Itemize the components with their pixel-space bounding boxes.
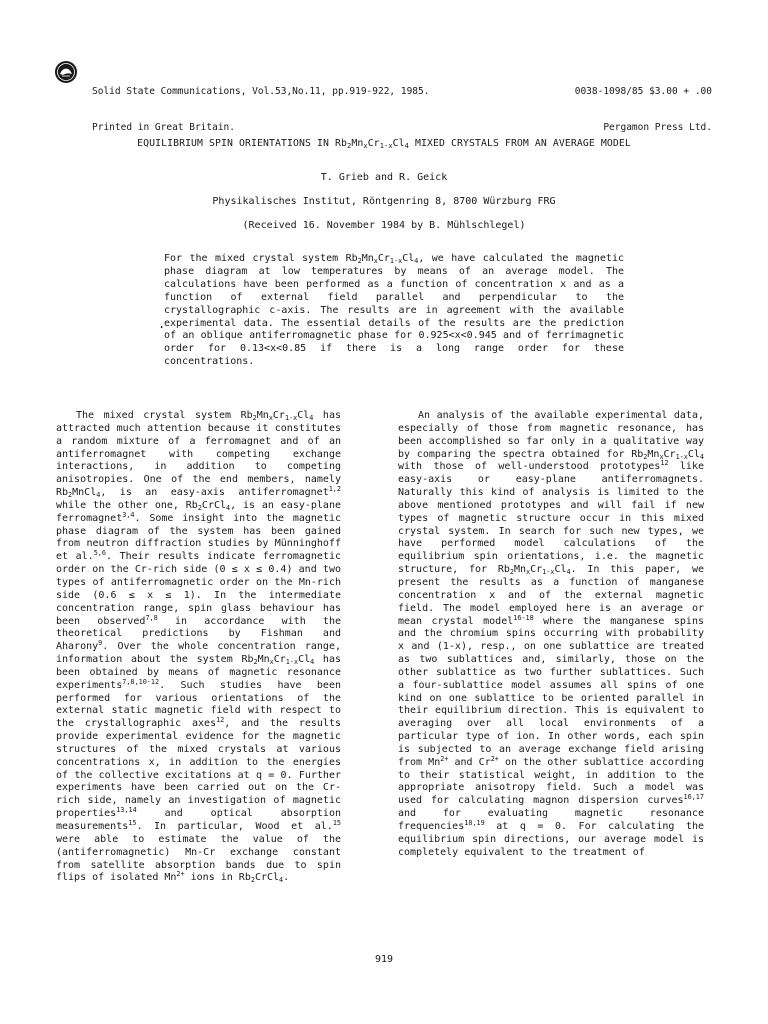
body-text: where the manganese spins and the chromium spins occurring with probability x and (1-x), resp., on one sublattice are treated as two sublattices and, similarly, those on the other sublattice as two further sublattices. Such a four-sublattice model assumes all spins of one kind on one sublattice to be oriented parallel in their equilibrium direction. This is equivalent to averaging over all local environments of a particular type of ion. In other words, each spin is subjected to an average exchange field arising from Mn	[398, 615, 704, 768]
body-text: Cl	[298, 654, 311, 666]
subscript: 4	[279, 876, 284, 885]
body-text: , is an easy-plane ferromagnet	[56, 499, 341, 524]
reference-superscript: 7,8	[145, 613, 158, 622]
subscript: 4	[699, 452, 704, 461]
paragraph-intro	[56, 410, 341, 885]
publisher-logo-icon	[54, 60, 78, 84]
ion-charge-superscript: 2+	[440, 754, 449, 763]
body-text: with those of well-understood prototypes	[398, 461, 661, 473]
body-text: has been obtained by means of magnetic resonance experiments	[56, 654, 341, 691]
reference-superscript: 18,19	[464, 819, 485, 827]
body-column-right	[398, 410, 704, 860]
body-text: CrCl	[254, 872, 280, 884]
title-text: Cl	[392, 138, 405, 149]
reference-superscript: 7,8,10-12	[122, 677, 160, 686]
body-text: ions in Rb	[184, 872, 251, 884]
reference-superscript: 9	[98, 639, 103, 648]
subscript: x	[659, 452, 664, 461]
body-text: , and the results provide experimental evidence for the magnetic structures of the mixed crystals at various concentrations x, in addition to the energies of the collective excitations at q = 0. Further experiments have been carried out on the Cr-rich side, namely an investigation of magnetic properties	[56, 718, 341, 820]
body-text: MnCl	[72, 487, 97, 499]
subscript: x	[269, 658, 274, 667]
body-text: CrCl	[201, 499, 227, 511]
subscript: 2	[250, 876, 255, 885]
subscript: 4	[96, 491, 101, 500]
body-text: . Their results indicate ferromagnetic order on the Cr-rich side (0 ≤ x ≤ 0.4) and two types of antiferromagnetic order on the Mn-rich side (0.6 ≤ x ≤ 1). In the intermediate concentration range, spin glass behaviour has been observed	[56, 551, 341, 627]
reference-superscript: 5,6	[93, 549, 106, 558]
subscript: 4	[310, 658, 315, 667]
abstract-subscript: 4	[414, 257, 419, 265]
authors: T. Grieb and R. Geick	[320, 172, 448, 183]
body-text: Cl	[297, 410, 310, 421]
body-text: Mn	[256, 410, 269, 421]
reference-superscript: 16-18	[513, 613, 534, 622]
subscript: 2	[68, 491, 73, 500]
body-text: on the other sublattice according to their statistical weight, in addition to the appropriate anisotropy field. Such a model was used for calculating magnon dispersion curves	[398, 756, 704, 807]
title-text: EQUILIBRIUM SPIN ORIENTATIONS IN Rb	[137, 138, 348, 149]
body-text: . In particular, Wood et al.	[136, 821, 333, 832]
body-text: at q = 0. For calculating the equilibrium spin directions, our average model is completely equivalent to the treatment of	[398, 821, 704, 858]
publisher-name: Pergamon Press Ltd.	[603, 122, 712, 133]
body-text: . In this paper, we present the results as a function of manganese concentration x and of the external magnetic field. The model employed here is an average or mean crystal model	[398, 564, 704, 627]
body-text: Mn	[513, 564, 527, 576]
body-text: Cr	[530, 564, 543, 576]
abstract-subscript: x	[373, 257, 378, 265]
subscript: 4	[309, 414, 314, 422]
journal-citation-line1: Solid State Communications, Vol.53,No.11, pp.919-922, 1985.	[92, 86, 430, 97]
subscript: 2	[197, 503, 202, 512]
subscript: 1-x	[284, 414, 298, 422]
abstract-text: Cl	[402, 253, 415, 264]
title-text: Mn	[351, 138, 364, 149]
abstract-subscript: 2	[357, 257, 362, 265]
body-text: An analysis of the available experimental data, especially of those from magnetic resonance, has been accomplished so far only in a qualitative way by comparing the spectra obtained for Rb	[398, 410, 704, 460]
abstract-text: For the mixed crystal system Rb	[164, 253, 358, 264]
title-subscript: 4	[404, 142, 409, 150]
title-text: Cr	[367, 138, 380, 149]
body-column-left	[56, 410, 341, 885]
body-text: Cr	[663, 448, 676, 460]
body-text: Mn	[647, 448, 660, 460]
paragraph-analysis	[398, 410, 704, 860]
abstract-text: Cr	[377, 253, 390, 264]
subscript: 4	[226, 503, 231, 512]
body-text: .	[283, 872, 290, 884]
subscript: 2	[253, 658, 258, 667]
body-text: , is an easy-axis antiferromagnet	[100, 487, 329, 499]
body-text: . Such studies have been performed for various orientations of the external static magnetic field with respect to the crystallographic axes	[56, 679, 341, 730]
page-number: 919	[374, 954, 394, 965]
reference-superscript: 12	[216, 716, 225, 725]
reference-superscript: 1,2	[328, 485, 341, 494]
body-text: Mn	[257, 654, 270, 666]
issn-price: 0038-1098/85 $3.00 + .00	[574, 86, 712, 97]
affiliation: Physikalisches Institut, Röntgenring 8, 8700 Würzburg FRG	[212, 196, 556, 207]
title-text: MIXED CRYSTALS FROM AN AVERAGE MODEL	[408, 138, 631, 149]
title-subscript: x	[363, 142, 368, 150]
body-text: like easy-axis or easy-plane antiferromagnets. Naturally this kind of analysis is limited to the above mentioned prototypes and will fail if new types of magnetic structure occur in this mixed crystal system. In search for such new types, we have performed model calculations of the equilibrium spin orientations, i.e. the magnetic structure, for Rb	[398, 461, 704, 576]
subscript: 1-x	[675, 452, 688, 461]
body-text: and optical absorption measurements	[56, 808, 341, 832]
body-text: . Over the whole concentration range, information about the system Rb	[56, 641, 341, 666]
reference-superscript: 3,4	[122, 510, 135, 519]
body-text: were able to estimate the value of the (antiferromagnetic) Mn-Cr exchange constant from satellite absorption bands due to spin flips of isolated Mn	[56, 833, 341, 884]
reference-superscript: 12	[660, 459, 669, 468]
body-text: and for evaluating magnetic resonance frequencies	[398, 808, 704, 832]
body-text: Cl	[554, 564, 567, 576]
title-subscript: 1-x	[379, 142, 393, 150]
subscript: 2	[252, 414, 257, 422]
subscript: x	[268, 414, 273, 422]
title-subscript: 2	[347, 142, 352, 150]
body-text: Cr	[273, 654, 286, 666]
reference-superscript: 13,14	[116, 806, 137, 815]
subscript: 2	[643, 452, 648, 461]
journal-citation-line2: Printed in Great Britain.	[92, 122, 235, 133]
ion-charge-superscript: 2+	[490, 754, 499, 763]
ion-charge-superscript: 2+	[176, 870, 185, 879]
abstract-text: , we have calculated the magnetic phase diagram at low temperatures by means of an average model. The calculations have been performed as a function of concentration x and as a function of external field parallel and perpendicular to the crystallographic c-axis. The results are in agreement with the available experimental data. The essential details of the results are the prediction of an oblique antiferromagnetic phase for 0.925<x<0.945 and of ferrimagnetic order for 0.13<x<0.85 if there is a long range order for these concentrations.	[164, 253, 624, 368]
subscript: 1-x	[542, 568, 555, 577]
body-text: . Some insight into the magnetic phase diagram of the system has been gained from neutron diffraction studies by Münninghoff et al.	[56, 512, 341, 563]
body-text: in accordance with the theoretical predictions by Fishman and Aharony	[56, 615, 341, 653]
subscript: 1-x	[285, 658, 299, 667]
reference-superscript: 15	[128, 819, 137, 827]
subscript: 4	[566, 568, 571, 577]
abstract-subscript: 1-x	[389, 257, 403, 265]
paper-title	[40, 138, 728, 149]
body-text: Cr	[272, 410, 285, 421]
margin-dot: .	[158, 317, 166, 331]
subscript: 2	[509, 568, 514, 577]
body-text: has attracted much attention because it constitutes a random mixture of a ferromagnet and of an antiferromagnet with competing exchange interactions, in addition to competing anisotropies. One of the end members, namely Rb	[56, 410, 341, 499]
body-text: The mixed crystal system Rb	[76, 410, 253, 421]
reference-superscript: 15	[332, 819, 341, 827]
journal-citation	[92, 62, 429, 146]
received-note: (Received 16. November 1984 by B. Mühlschlegel)	[242, 220, 526, 231]
abstract-text: Mn	[361, 253, 374, 264]
issn-block	[546, 62, 712, 146]
abstract	[164, 253, 624, 369]
body-text: Cl	[687, 448, 700, 460]
subscript: x	[526, 568, 531, 577]
body-text: while the other one, Rb	[56, 499, 198, 511]
reference-superscript: 16,17	[683, 793, 704, 802]
body-text: and Cr	[448, 756, 491, 768]
